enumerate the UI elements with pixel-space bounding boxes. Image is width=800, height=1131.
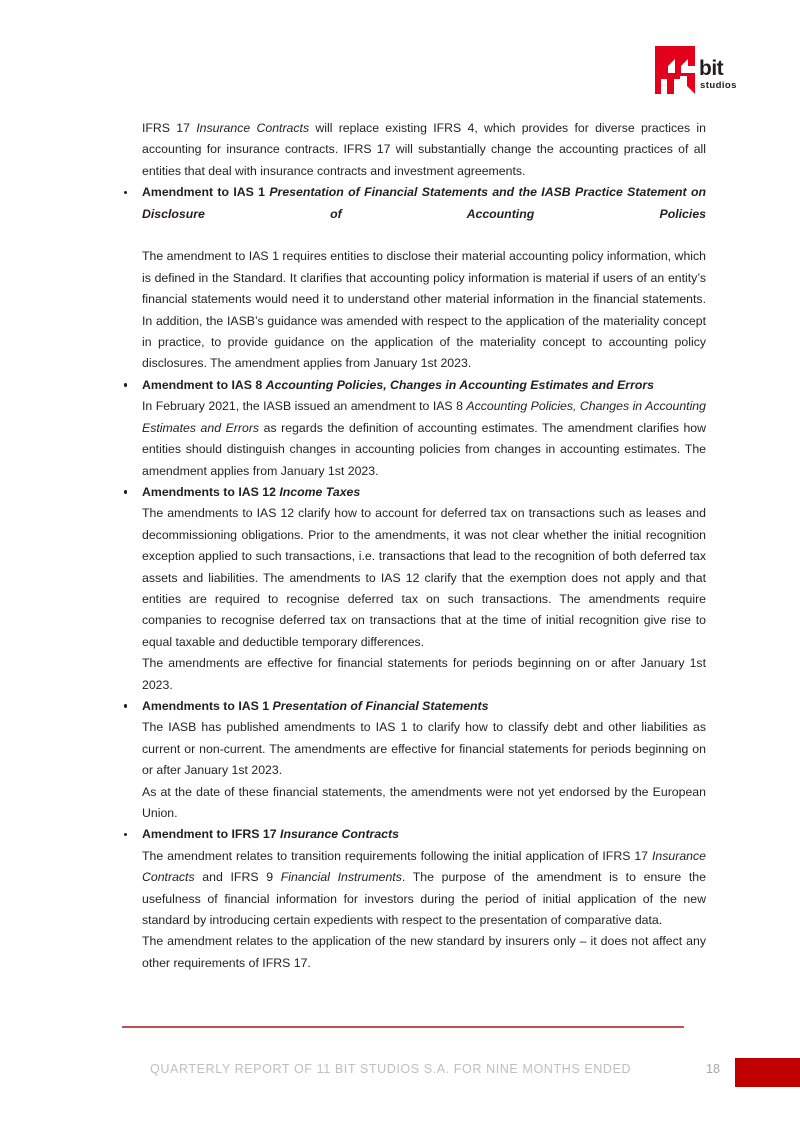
body-paragraph [122,118,706,182]
bullet-heading [142,696,706,717]
page-header [0,0,800,118]
bullet-body-paragraph [142,396,706,482]
emphasis-text: Insurance Contracts [280,827,399,842]
plain-text: IFRS 17 [142,121,197,135]
strong-text: Amendment to IFRS 17 [142,827,281,842]
logo-mark-11-icon [655,46,695,94]
strong-text: Amendments to IAS 1 [142,698,273,713]
strong-text: Amendment to IAS 8 [142,377,266,392]
plain-text: The amendment relates to transition requirements following the initial application of IFRS 17 [142,848,652,863]
emphasis-text: Financial Instruments [280,870,402,885]
footer-report-title: QUARTERLY REPORT OF 11 BIT STUDIOS S.A. FOR NINE MONTHS ENDED [150,1062,632,1076]
bullet-heading [142,824,706,845]
bullet-heading [142,375,706,396]
logo-wordmark [699,55,745,93]
footer-page-number: 18 [706,1062,721,1076]
strong-text [279,485,360,499]
bullet-list-item [122,375,706,482]
plain-text: The amendment to IAS 1 requires entities to disclose their material accounting policy information, which is defined in the Standard. It clarifies that accounting policy information is material if users of an entity’s financial statements would need it to understand other material information in the financial statements. In addition, the IASB’s guidance was amended with respect to the application of the materiality concept in practice, to provide guidance on the application of the materiality concept to accounting policy disclosures. The amendment applies from January 1st 2023. [142,249,706,371]
strong-text [273,699,489,713]
bullet-body-paragraph [142,503,706,653]
emphasis-text: Accounting Policies, Changes in Accounting Estimates and Errors [265,377,655,392]
plain-text: as regards the definition of accounting estimates. The amendment clarifies how entities should distinguish changes in accounting policies from changes in accounting estimates. The amendment applies from January 1st 2023. [142,420,707,478]
logo-brand-text: bit [699,57,724,80]
plain-text: The amendment relates to the application of the new standard by insurers only – it does not affect any other requirements of IFRS 17. [142,934,706,970]
bullet-body-paragraph [142,846,706,932]
strong-text: Amendment to IAS 1 [142,185,270,200]
strong-text [280,827,399,841]
emphasis-text: Accounting Policies, Changes in Accounting Estimates and Errors [142,399,706,435]
plain-text: The IASB has published amendments to IAS 1 to clarify how to classify debt and other liabilities as current or non-current. The amendments are effective for financial statements for periods beginning on or after January 1st 2023. [142,720,706,778]
bullet-heading [142,182,706,246]
emphasis-text: Presentation of Financial Statements and the IASB Practice Statement on Disclosure of Accounting Policies [142,185,706,221]
bullet-heading [142,482,706,503]
plain-text: In February 2021, the IASB issued an amendment to IAS 8 [142,399,467,414]
plain-text: The amendments to IAS 12 clarify how to account for deferred tax on transactions such as leases and decommissioning obligations. Prior to the amendments, it was not clear whether the initial recognition exception applied to such transactions, i.e. transactions that lead to the recognition of both deferred tax assets and liabilities. The amendments to IAS 12 clarify that the exemption does not apply and that entities are required to recognise deferred tax on such transactions. The amendments require companies to recognise deferred tax on transactions that at the time of initial recognition give rise to equal taxable and deductible temporary differences. [142,506,706,649]
plain-text: will replace existing IFRS 4, which provides for diverse practices in accounting for insurance contracts. IFRS 17 will substantially change the accounting practices of all entities that deal with insurance contracts and investment agreements. [142,121,707,178]
bullet-list-item [122,696,706,824]
emphasis-text: Insurance Contracts [196,121,310,135]
bullet-body-paragraph [142,717,706,781]
strong-text [266,378,654,392]
strong-text: Amendments to IAS 12 [142,484,280,499]
logo-brand-sub-text: studios [700,80,737,91]
company-logo [655,46,745,98]
document-body [122,118,706,974]
bullet-body-paragraph [142,653,706,696]
footer-red-block [735,1058,800,1087]
bullet-body-paragraph [142,782,706,825]
emphasis-text: Income Taxes [279,484,361,499]
bullet-list-item [122,824,706,974]
bullet-list-item [122,482,706,696]
emphasis-text: Presentation of Financial Statements [272,698,489,713]
bullet-body-paragraph [142,931,706,974]
plain-text: . The purpose of the amendment is to ensure the usefulness of financial information for investors during the period of initial application of the new standard by introducing certain expedients with respect to the presentation of comparative data. [142,870,706,928]
plain-text: and IFRS 9 [194,870,281,885]
plain-text: As at the date of these financial statements, the amendments were not yet endorsed by the European Union. [142,784,706,820]
footer-divider [122,1026,684,1028]
emphasis-text: Insurance Contracts [142,848,706,885]
bullet-list-item [122,182,706,375]
bullet-body-paragraph [142,246,706,374]
plain-text: The amendments are effective for financial statements for periods beginning on or after January 1st 2023. [142,656,706,692]
